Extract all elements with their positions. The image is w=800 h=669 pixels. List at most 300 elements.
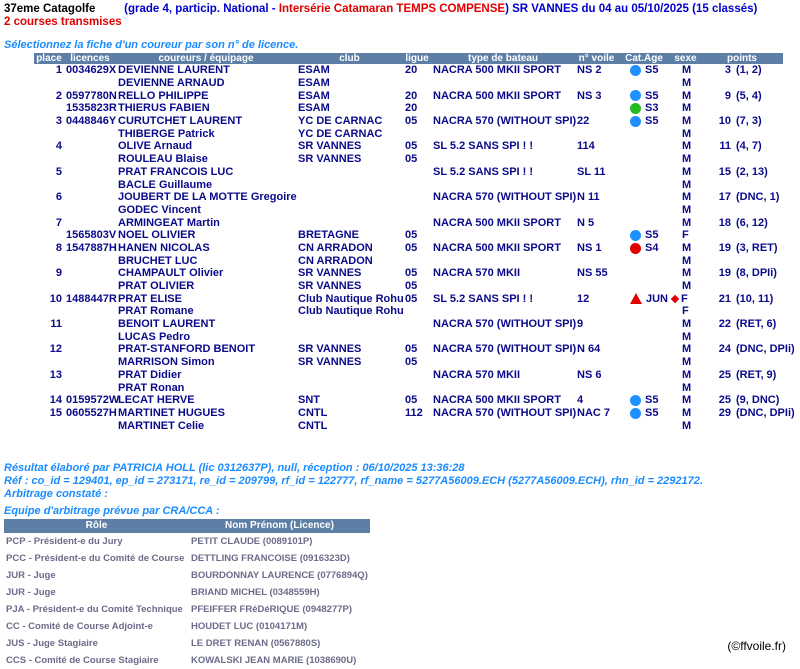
arbitrage-row [4, 533, 370, 550]
sexe-cell [670, 330, 701, 343]
col-role: Rôle [4, 519, 189, 533]
club-cell [296, 381, 403, 394]
points-total: 19 [718, 241, 731, 254]
table-row [34, 292, 783, 305]
licence-link[interactable]: 0159572W [66, 394, 120, 407]
licence-link[interactable]: 0448846Y [66, 115, 117, 128]
sail-number-cell: NS 1 [577, 241, 602, 254]
points-detail: (10, 11) [736, 292, 774, 305]
club-cell: Club Nautique Rohu [298, 305, 404, 318]
club-cell: ESAM [298, 102, 330, 115]
licence-link[interactable]: 0597780N [66, 89, 117, 102]
sail-number-cell: 114 [577, 140, 595, 153]
points-detail: (8, DPIi) [736, 267, 777, 280]
place-cell: 13 [49, 368, 62, 381]
boat-type-cell: SL 5.2 SANS SPI ! ! [433, 140, 534, 153]
col-sexe: sexe [670, 53, 701, 64]
points-detail: (2, 13) [736, 165, 768, 178]
cat-age-cell [618, 153, 670, 166]
arbitrage-name: BOURDONNAY LAURENCE (0776894Q) [191, 570, 368, 581]
boat-type-cell [431, 229, 575, 242]
table-row [34, 369, 783, 382]
cat-age-cell [618, 127, 670, 140]
cat-age-cell [618, 369, 670, 382]
licence-link [64, 267, 116, 280]
cat-age-label: S5 [645, 406, 659, 419]
sail-number-cell [575, 305, 618, 318]
place-cell: 12 [49, 343, 62, 356]
points-cell [701, 64, 783, 77]
sailor-name: CURUTCHET LAURENT [118, 115, 243, 128]
col-ligue: ligue [403, 53, 431, 64]
sail-number-cell: 22 [577, 115, 590, 128]
licence-link [64, 280, 116, 293]
sexe-cell [670, 305, 701, 318]
licence-link [64, 204, 116, 217]
club-cell [296, 191, 403, 204]
place-cell: 5 [55, 165, 62, 178]
club-cell [296, 318, 403, 331]
club-cell: SR VANNES [298, 153, 362, 166]
club-cell [296, 330, 403, 343]
points-cell [701, 191, 783, 204]
points-cell [701, 356, 783, 369]
ligue-cell: 20 [405, 64, 418, 77]
sailor-name: MARTINET Celie [118, 419, 205, 432]
cat-age-cell [618, 267, 670, 280]
ligue-cell: 05 [405, 229, 418, 242]
sexe-cell [670, 64, 701, 77]
ligue-cell: 20 [405, 102, 418, 115]
cat-age-cell [618, 166, 670, 179]
sail-number-cell: NS 3 [577, 89, 602, 102]
cat-age-label: S5 [645, 394, 659, 407]
points-detail [731, 102, 736, 114]
table-row [34, 381, 783, 394]
boat-type-cell: NACRA 570 (WITHOUT SPI) [433, 191, 577, 204]
cat-age-cell [618, 356, 670, 369]
points-detail [731, 153, 736, 165]
table-row [34, 419, 783, 432]
points-cell [701, 127, 783, 140]
cat-age-label: S4 [645, 241, 659, 254]
sail-number-cell [575, 127, 618, 140]
place-cell: 10 [49, 292, 62, 305]
boat-type-cell: NACRA 500 MKII SPORT [433, 216, 561, 229]
licence-link [64, 381, 116, 394]
licence-link [64, 140, 116, 153]
points-detail [731, 356, 736, 368]
points-detail: (DNC, DPIi) [736, 343, 795, 356]
sailor-name: THIERUS FABIEN [118, 102, 210, 115]
licence-link[interactable]: 1565803V [66, 229, 117, 242]
points-total: 18 [718, 216, 731, 229]
points-cell [701, 292, 783, 305]
sexe-cell [670, 89, 701, 102]
table-row [34, 153, 783, 166]
place-cell [34, 254, 64, 267]
points-total: 25 [718, 368, 731, 381]
sailor-name: PRAT Romane [118, 305, 194, 318]
place-cell [34, 77, 64, 90]
club-cell: BRETAGNE [298, 229, 359, 242]
ligue-cell [403, 381, 431, 394]
licence-link[interactable]: 0605527H [66, 406, 117, 419]
licence-link [64, 77, 116, 90]
boat-type-cell: NACRA 500 MKII SPORT [433, 89, 561, 102]
sexe-label: M [682, 368, 692, 381]
licence-link [64, 254, 116, 267]
ligue-cell [403, 330, 431, 343]
sexe-label: F [682, 305, 689, 318]
arbitrage-name: KOWALSKI JEAN MARIE (1038690U) [191, 655, 357, 666]
points-detail: (6, 12) [736, 216, 768, 229]
arbitrage-row [4, 618, 370, 635]
ligue-cell [403, 77, 431, 90]
ligue-cell [403, 178, 431, 191]
sailor-name: PRAT Didier [118, 368, 182, 381]
table-row [34, 267, 783, 280]
sexe-cell [670, 140, 701, 153]
arbitrage-row [4, 601, 370, 618]
points-cell [701, 204, 783, 217]
cat-age-cell [618, 140, 670, 153]
club-cell: SNT [298, 394, 320, 407]
arbitrage-name: LE DRET RENAN (0567880S) [191, 638, 321, 649]
place-cell: 9 [55, 267, 62, 280]
boat-type-cell [431, 204, 575, 217]
table-row [34, 166, 783, 179]
sail-number-cell [575, 229, 618, 242]
boat-type-cell: NACRA 570 MKII [433, 267, 520, 280]
licence-link [64, 127, 116, 140]
sexe-cell [670, 102, 701, 115]
place-cell: 14 [49, 394, 62, 407]
points-detail: (3, RET) [736, 241, 778, 254]
points-cell [701, 254, 783, 267]
sail-number-cell: NS 2 [577, 64, 602, 77]
ligue-cell: 05 [405, 153, 418, 166]
points-cell [701, 153, 783, 166]
sexe-label: M [682, 127, 692, 140]
results-header-row [34, 53, 783, 64]
arbitrage-header-row [4, 519, 370, 533]
blue-dot-icon [630, 90, 641, 101]
cat-age-cell [618, 89, 670, 102]
cat-age-cell [618, 204, 670, 217]
boat-type-cell [431, 153, 575, 166]
arbitrage-role: JUR - Juge [6, 587, 56, 598]
arbitrage-name: PFEIFFER FRéDéRIQUE (0948277P) [191, 604, 353, 615]
points-total: 24 [718, 343, 731, 356]
club-cell [296, 216, 403, 229]
ligue-cell: 05 [405, 241, 418, 254]
arbitrage-role: JUS - Juge Stagiaire [6, 638, 98, 649]
sexe-cell [670, 318, 701, 331]
boat-type-cell [431, 381, 575, 394]
points-cell [701, 166, 783, 179]
boat-type-cell [431, 305, 575, 318]
sail-number-cell [575, 77, 618, 90]
red-triangle-icon [630, 293, 642, 304]
club-cell [296, 166, 403, 179]
licence-link[interactable]: 1535823R [66, 102, 117, 115]
col-points: points [701, 53, 783, 64]
col-cat-age: Cat.Age [618, 53, 670, 64]
sexe-cell [670, 267, 701, 280]
sexe-label: F [682, 229, 689, 242]
cat-age-cell [618, 254, 670, 267]
cat-age-cell [618, 318, 670, 331]
sail-number-cell [575, 330, 618, 343]
sailor-name: RELLO PHILIPPE [118, 89, 209, 102]
sexe-cell [670, 369, 701, 382]
club-cell: SR VANNES [298, 267, 362, 280]
sailor-name: DEVIENNE LAURENT [118, 64, 230, 77]
col-sail-number: n° voile [575, 53, 618, 64]
place-cell: 4 [55, 140, 62, 153]
col-boat-type: type de bateau [431, 53, 575, 64]
table-row [34, 204, 783, 217]
sexe-cell [670, 216, 701, 229]
cat-age-cell [618, 229, 670, 242]
copyright: (©ffvoile.fr) [727, 639, 786, 653]
sail-number-cell: 9 [577, 318, 584, 331]
club-cell: ESAM [298, 64, 330, 77]
sailor-name: GODEC Vincent [118, 203, 201, 216]
points-detail: (5, 4) [736, 89, 762, 102]
club-cell: CNTL [298, 406, 328, 419]
cat-age-label: S5 [645, 64, 659, 77]
sexe-label: M [682, 203, 692, 216]
col-place: place [34, 53, 64, 64]
table-row [34, 229, 783, 242]
sailor-name: THIBERGE Patrick [118, 127, 215, 140]
place-cell: 8 [55, 241, 62, 254]
table-row [34, 64, 783, 77]
licence-link[interactable]: 0034629X [66, 64, 117, 77]
sexe-label: M [682, 241, 692, 254]
place-cell [34, 381, 64, 394]
sailor-name: CHAMPAULT Olivier [118, 267, 224, 280]
club-cell: CNTL [298, 419, 328, 432]
ligue-cell [403, 204, 431, 217]
licence-link [64, 343, 116, 356]
sexe-label: M [682, 153, 692, 166]
arbitrage-table [4, 519, 370, 669]
sexe-cell [670, 381, 701, 394]
courses-count: 2 courses transmises [4, 16, 122, 28]
sailor-name: MARRISON Simon [118, 356, 215, 369]
sexe-label: M [682, 115, 692, 128]
sail-number-cell: N 5 [577, 216, 595, 229]
boat-type-cell [431, 77, 575, 90]
licence-link [64, 369, 116, 382]
licence-link [64, 153, 116, 166]
place-cell: 6 [55, 191, 62, 204]
points-total: 3 [724, 64, 731, 77]
sexe-cell [670, 115, 701, 128]
sail-number-cell [575, 153, 618, 166]
boat-type-cell [431, 330, 575, 343]
place-cell: 2 [55, 89, 62, 102]
sexe-cell [670, 204, 701, 217]
sailor-name: OLIVE Arnaud [118, 140, 193, 153]
place-cell: 3 [55, 115, 62, 128]
points-total: 15 [718, 165, 731, 178]
blue-dot-icon [630, 65, 641, 76]
sexe-label: M [682, 267, 692, 280]
place-cell [34, 280, 64, 293]
boat-type-cell: NACRA 500 MKII SPORT [433, 241, 561, 254]
arbitrage-row [4, 635, 370, 652]
sailor-name: LECAT HERVE [118, 394, 195, 407]
table-row [34, 191, 783, 204]
place-cell [34, 153, 64, 166]
ligue-cell: 05 [405, 394, 418, 407]
points-cell [701, 267, 783, 280]
cat-age-cell [618, 178, 670, 191]
place-cell [34, 178, 64, 191]
ligue-cell [403, 305, 431, 318]
ligue-cell [403, 191, 431, 204]
sexe-cell [670, 356, 701, 369]
sexe-cell [670, 127, 701, 140]
points-total: 21 [718, 292, 731, 305]
blue-dot-icon [630, 395, 641, 406]
sexe-label: M [682, 406, 692, 419]
licence-link [64, 330, 116, 343]
table-row [34, 242, 783, 255]
cat-age-cell [618, 64, 670, 77]
ligue-cell: 05 [405, 356, 418, 369]
licence-link[interactable]: 1488447R [66, 292, 117, 305]
points-detail: (RET, 9) [736, 368, 777, 381]
event-details: (grade 4, particip. National - [124, 3, 279, 15]
boat-type-cell [431, 127, 575, 140]
club-cell: SR VANNES [298, 280, 362, 293]
points-detail: (7, 3) [736, 115, 762, 128]
place-cell [34, 229, 64, 242]
sailor-name: MARTINET HUGUES [118, 406, 225, 419]
reference-line: Réf : co_id = 129401, ep_id = 273171, re_id = 209799, rf_id = 122777, rf_name = 5277A56009.ECH (5277A56009.ECH), rhn_id = 2292172. [4, 475, 703, 487]
sexe-cell [670, 191, 701, 204]
arbitrage-row [4, 652, 370, 669]
cat-age-label: S5 [645, 229, 659, 242]
arbitrage-label: Arbitrage constaté : [4, 488, 108, 500]
sexe-label: M [682, 165, 692, 178]
cat-age-cell [618, 407, 670, 420]
points-total: 29 [718, 406, 731, 419]
licence-link [64, 305, 116, 318]
cat-age-cell [618, 381, 670, 394]
sailor-name: PRAT-STANFORD BENOIT [118, 343, 256, 356]
points-cell [701, 140, 783, 153]
sail-number-cell: NS 55 [577, 267, 608, 280]
boat-type-cell [431, 178, 575, 191]
sexe-label: F [681, 292, 688, 305]
table-row [34, 407, 783, 420]
sail-number-cell: SL 11 [577, 165, 606, 178]
points-detail [731, 382, 736, 394]
event-title: 37eme Catagolfe [4, 3, 96, 15]
sailor-name: NOEL OLIVIER [118, 229, 196, 242]
sexe-label: M [682, 89, 692, 102]
club-cell [296, 369, 403, 382]
ligue-cell [403, 369, 431, 382]
place-cell: 7 [55, 216, 62, 229]
points-cell [701, 406, 795, 420]
points-detail: (DNC, DPIi) [736, 406, 795, 419]
place-cell [34, 127, 64, 140]
sexe-cell [670, 153, 701, 166]
points-cell [701, 102, 783, 115]
sailor-name: ARMINGEAT Martin [118, 216, 220, 229]
sexe-label: M [682, 102, 692, 115]
points-cell [701, 330, 783, 343]
sexe-label: M [682, 254, 692, 267]
ligue-cell: 05 [405, 292, 418, 305]
place-cell [34, 330, 64, 343]
blue-dot-icon [630, 408, 641, 419]
boat-type-cell [431, 254, 575, 267]
points-total: 19 [718, 267, 731, 280]
table-row [34, 178, 783, 191]
points-cell [701, 394, 783, 407]
boat-type-cell: SL 5.2 SANS SPI ! ! [433, 292, 534, 305]
sexe-cell [670, 407, 701, 420]
sexe-cell [670, 178, 701, 191]
sexe-label: M [682, 330, 692, 343]
points-detail [731, 305, 736, 317]
sexe-cell [670, 254, 701, 267]
table-row [34, 127, 783, 140]
sexe-cell [670, 229, 701, 242]
boat-type-cell [431, 356, 575, 369]
red-diamond-icon [671, 295, 679, 303]
boat-type-cell: SL 5.2 SANS SPI ! ! [433, 165, 534, 178]
sailor-name: PRAT ELISE [118, 292, 182, 305]
points-cell [701, 343, 795, 356]
arbitrage-name: HOUDET LUC (0104171M) [191, 621, 308, 632]
sexe-cell [670, 280, 701, 293]
licence-link [64, 178, 116, 191]
club-cell: CN ARRADON [298, 254, 373, 267]
points-total: 17 [718, 191, 731, 204]
points-total: 11 [719, 140, 731, 153]
ligue-cell [403, 318, 431, 331]
cat-age-label: S5 [645, 115, 659, 128]
licence-link [64, 191, 116, 204]
points-cell [701, 216, 783, 229]
points-cell [701, 178, 783, 191]
sail-number-cell: 4 [577, 394, 584, 407]
points-detail [731, 280, 736, 292]
arbitrage-role: JUR - Juge [6, 570, 56, 581]
cat-age-cell [618, 242, 670, 255]
place-cell [34, 305, 64, 318]
sexe-label: M [682, 191, 692, 204]
sailor-name: ROULEAU Blaise [118, 153, 208, 166]
club-cell: YC DE CARNAC [298, 127, 383, 140]
licence-link[interactable]: 1547887H [66, 241, 117, 254]
cat-age-cell [618, 115, 670, 128]
arbitrage-row [4, 567, 370, 584]
licence-link [64, 166, 116, 179]
sailor-name: JOUBERT DE LA MOTTE Gregoire [118, 191, 297, 204]
sailor-name: LUCAS Pedro [118, 330, 191, 343]
sailor-name: HANEN NICOLAS [118, 241, 210, 254]
